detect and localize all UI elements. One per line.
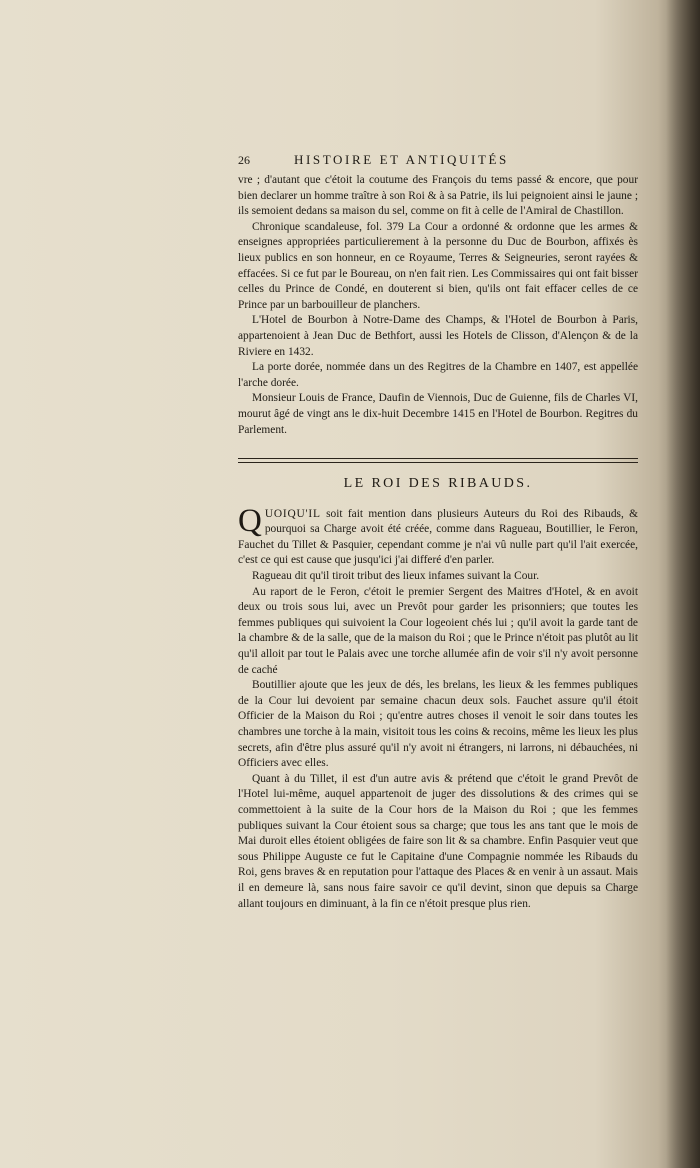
text-block — [238, 152, 638, 912]
paragraph: L'Hotel de Bourbon à Notre-Dame des Champs, & l'Hotel de Bourbon à Paris, appartenoient à Jean Duc de Bethfort, aussi les Hotels de Clisson, d'Alençon & de la Riviere en 1432. — [238, 314, 638, 358]
running-title: HISTOIRE ET ANTIQUITÉS — [294, 152, 509, 167]
page-header — [238, 152, 638, 170]
paragraph: Ragueau dit qu'il tiroit tribut des lieux infames suivant la Cour. — [252, 570, 540, 583]
paragraph: Quant à du Tillet, il est d'un autre avis & prétend que c'étoit le grand Prevôt de l'Hotel lui-même, auquel appartenoit de juger des dissolutions & des crimes qui se commettoient à la suite de la Cour hors de la Maison du Roi ; que les femmes publiques suivant la Cour étoient sous sa charge; que tous les ans tant que le mois de Mai duroit elles étoient obligées de faire son lit & sa chambre. Enfin Pasquier veut que sous Philippe Auguste ce fut le Capitaine d'une Compagnie nommée les Ribauds du Roi, gens braves & en reputation pour l'attaque des Places & en venir à un assaut. Mais il en demeure là, sans nous faire savoir ce qu'il devint, sinon que depuis sa Charge allant toujours en diminuant, à la fin ce n'étoit presque plus rien. — [238, 772, 638, 910]
lead-smallcaps: UOIQU'IL — [264, 507, 321, 520]
drop-cap: Q — [238, 502, 262, 539]
section-title: LE ROI DES RIBAUDS. — [343, 476, 533, 492]
lead-text: soit fait mention dans plusieurs Auteurs du Roi des Ribauds, & pourquoi sa Charge avoit été créée, comme dans Ragueau, Boutillier, le Feron, Fauchet du Tillet & Pasquier, cependant comme je n'ai vû nulle part qu'il l'ait exercée, c'est ce qui est cause que jusqu'ici j'ai differé d'en parler. — [238, 507, 638, 567]
paragraph: Chronique scandaleuse, fol. 379 La Cour a ordonné & ordonne que les armes & enseignes appropriées particulierement à la personne du Duc de Bourbon, affixés ès lieux publics en son honneur, en ce Royaume, Terres & Seigneuries, seront rayées & effacées. Si ce fut par le Boureau, on n'en fait rien. Les Commissaires qui ont fait bisser celles du Prince de Condé, en douterent si bien, qu'ils ont fait effacer celles de ce Prince par un barbouilleur de planchers. — [238, 220, 638, 311]
lead-paragraph — [238, 502, 638, 569]
section-divider — [238, 458, 638, 463]
paragraph: vre ; d'autant que c'étoit la coutume des François du tems passé & encore, que pour bien declarer un homme traître à son Roi & à sa Patrie, ils lui peignoient ainsi le jaune ; ils semoient dedans sa maison du sel, comme on fit à celle de l'Amiral de Chastillon. — [238, 174, 638, 218]
paragraph: La porte dorée, nommée dans un des Regitres de la Chambre en 1407, est appellée l'arche dorée. — [238, 361, 638, 389]
paragraph: Boutillier ajoute que les jeux de dés, les brelans, les lieux & les femmes publiques de la Cour lui devoient par semaine chacun deux sols. Fauchet assure qu'il étoit Officier de la Maison du Roi ; qu'entre autres choses il venoit le soir dans toutes les chambres une torche à la main, visitoit tous les coins & recoins, même les lieux les plus secrets, afin d'être plus assuré qu'il n'y avoit ni étrangers, ni larrons, ni débauchées, ni Officiers avec elles. — [238, 679, 638, 770]
page-number: 26 — [238, 153, 250, 167]
paragraph: Au raport de le Feron, c'étoit le premier Sergent des Maitres d'Hotel, & en avoit deux ou trois sous lui, avec un Prevôt pour garder les prisonniers; que toutes les femmes publiques qui suivoient la Cour logeoient chés lui ; qu'il avoit la garde tant de la chambre & de la salle, que de la maison du Roi ; que le Prince n'étoit pas plutôt au lit qu'il alloit par tout le Palais avec une torche allumée afin de voir s'il n'y avoit personne de caché — [238, 585, 638, 676]
paragraph: Monsieur Louis de France, Daufin de Viennois, Duc de Guienne, fils de Charles VI, mourut âgé de vingt ans le dix-huit Decembre 1415 en l'Hotel de Bourbon. Regitres du Parlement. — [238, 392, 638, 436]
